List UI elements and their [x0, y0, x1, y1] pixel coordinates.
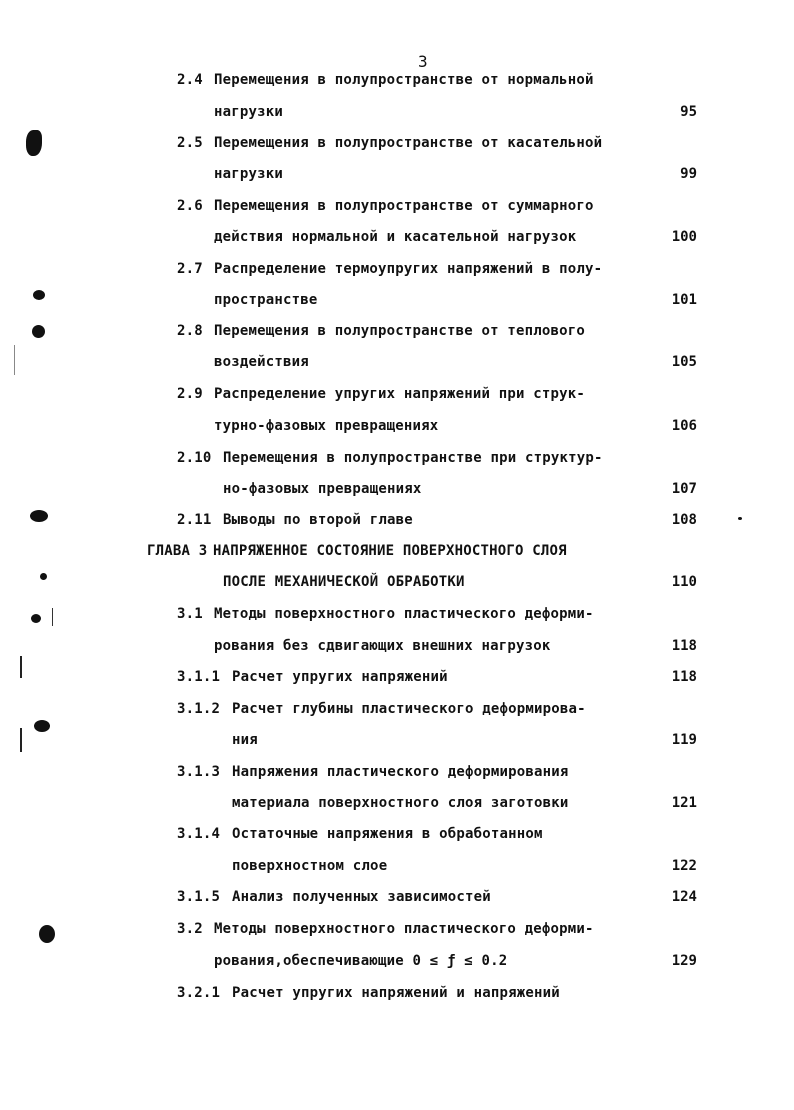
- toc-entry-title: Напряжения пластического деформирования: [232, 764, 569, 780]
- toc-entry-title: рования,обеспечивающие 0 ≤ ƒ ≤ 0.2: [214, 953, 508, 969]
- scan-line: [52, 608, 53, 626]
- toc-entry-title: Анализ полученных зависимостей: [232, 889, 491, 905]
- toc-entry-page: 100: [671, 229, 697, 245]
- toc-entry-title: Выводы по второй главе: [223, 512, 413, 528]
- chapter-title: ПОСЛЕ МЕХАНИЧЕСКОЙ ОБРАБОТКИ: [223, 574, 465, 590]
- punch-hole-mark: [33, 290, 45, 300]
- toc-entry-number: 2.6: [177, 198, 203, 214]
- toc-entry-page: 106: [671, 418, 697, 434]
- toc-entry-page: 122: [671, 858, 697, 874]
- toc-entry-title: воздействия: [214, 354, 309, 370]
- toc-entry-title: пространстве: [214, 292, 318, 308]
- toc-entry-title: Остаточные напряжения в обработанном: [232, 826, 543, 842]
- toc-entry-title: турно-фазовых превращениях: [214, 418, 439, 434]
- punch-hole-mark: [39, 925, 55, 943]
- toc-entry-title: Перемещения в полупространстве при структур-: [223, 450, 603, 466]
- toc-entry-page: 121: [671, 795, 697, 811]
- scan-line: [20, 728, 22, 752]
- toc-entry-title: ния: [232, 732, 258, 748]
- toc-entry-page: 99: [680, 166, 697, 182]
- toc-entry-title: Расчет упругих напряжений и напряжений: [232, 985, 560, 1001]
- toc-entry-number: 2.4: [177, 72, 203, 88]
- toc-entry-page: 129: [671, 953, 697, 969]
- speck-mark: [738, 517, 742, 520]
- toc-entry-number: 2.8: [177, 323, 203, 339]
- toc-entry-title: Перемещения в полупространстве от суммарного: [214, 198, 594, 214]
- toc-entry-number: 3.2.1: [177, 985, 221, 1001]
- toc-entry-number: 3.1: [177, 606, 203, 622]
- toc-entry-number: 2.10: [177, 450, 212, 466]
- toc-entry-title: Перемещения в полупространстве от нормальной: [214, 72, 594, 88]
- chapter-number: ГЛАВА 3: [147, 543, 208, 559]
- toc-entry-number: 3.1.4: [177, 826, 221, 842]
- toc-entry-number: 3.1.3: [177, 764, 221, 780]
- toc-entry-number: 2.11: [177, 512, 212, 528]
- toc-entry-number: 3.1.1: [177, 669, 221, 685]
- toc-entry-page: 105: [671, 354, 697, 370]
- punch-hole-mark: [26, 130, 42, 156]
- toc-entry-title: Распределение упругих напряжений при струк-: [214, 386, 586, 402]
- toc-entry-title: нагрузки: [214, 104, 284, 120]
- toc-entry-page: 118: [671, 638, 697, 654]
- toc-entry-page: 95: [680, 104, 697, 120]
- toc-entry-title: Методы поверхностного пластического деформи-: [214, 921, 594, 937]
- toc-entry-title: рования без сдвигающих внешних нагрузок: [214, 638, 551, 654]
- toc-entry-title: материала поверхностного слоя заготовки: [232, 795, 569, 811]
- punch-hole-mark: [34, 720, 50, 732]
- toc-entry-title: действия нормальной и касательной нагрузок: [214, 229, 577, 245]
- toc-entry-number: 3.1.2: [177, 701, 221, 717]
- punch-hole-mark: [30, 510, 48, 522]
- scan-line: [14, 345, 15, 375]
- toc-entry-page: 124: [671, 889, 697, 905]
- punch-hole-mark: [40, 573, 47, 580]
- toc-entry-title: нагрузки: [214, 166, 284, 182]
- page-number: 3: [418, 52, 428, 71]
- toc-entry-title: Распределение термоупругих напряжений в полу-: [214, 261, 603, 277]
- scan-line: [20, 656, 22, 678]
- toc-entry-page: 110: [671, 574, 697, 590]
- toc-entry-number: 3.1.5: [177, 889, 221, 905]
- chapter-title: НАПРЯЖЕННОЕ СОСТОЯНИЕ ПОВЕРХНОСТНОГО СЛОЯ: [213, 543, 567, 559]
- toc-entry-page: 107: [671, 481, 697, 497]
- toc-entry-title: Расчет упругих напряжений: [232, 669, 448, 685]
- toc-entry-number: 2.9: [177, 386, 203, 402]
- toc-entry-title: Перемещения в полупространстве от теплового: [214, 323, 586, 339]
- toc-entry-title: но-фазовых превращениях: [223, 481, 422, 497]
- toc-entry-number: 2.7: [177, 261, 203, 277]
- toc-entry-number: 3.2: [177, 921, 203, 937]
- toc-entry-page: 118: [671, 669, 697, 685]
- punch-hole-mark: [31, 614, 41, 623]
- toc-entry-page: 108: [671, 512, 697, 528]
- toc-entry-title: Перемещения в полупространстве от касательной: [214, 135, 603, 151]
- toc-entry-title: Расчет глубины пластического деформирова-: [232, 701, 586, 717]
- toc-entry-page: 119: [671, 732, 697, 748]
- toc-entry-number: 2.5: [177, 135, 203, 151]
- toc-entry-title: Методы поверхностного пластического деформи-: [214, 606, 594, 622]
- punch-hole-mark: [32, 325, 45, 338]
- toc-entry-title: поверхностном слое: [232, 858, 388, 874]
- toc-entry-page: 101: [671, 292, 697, 308]
